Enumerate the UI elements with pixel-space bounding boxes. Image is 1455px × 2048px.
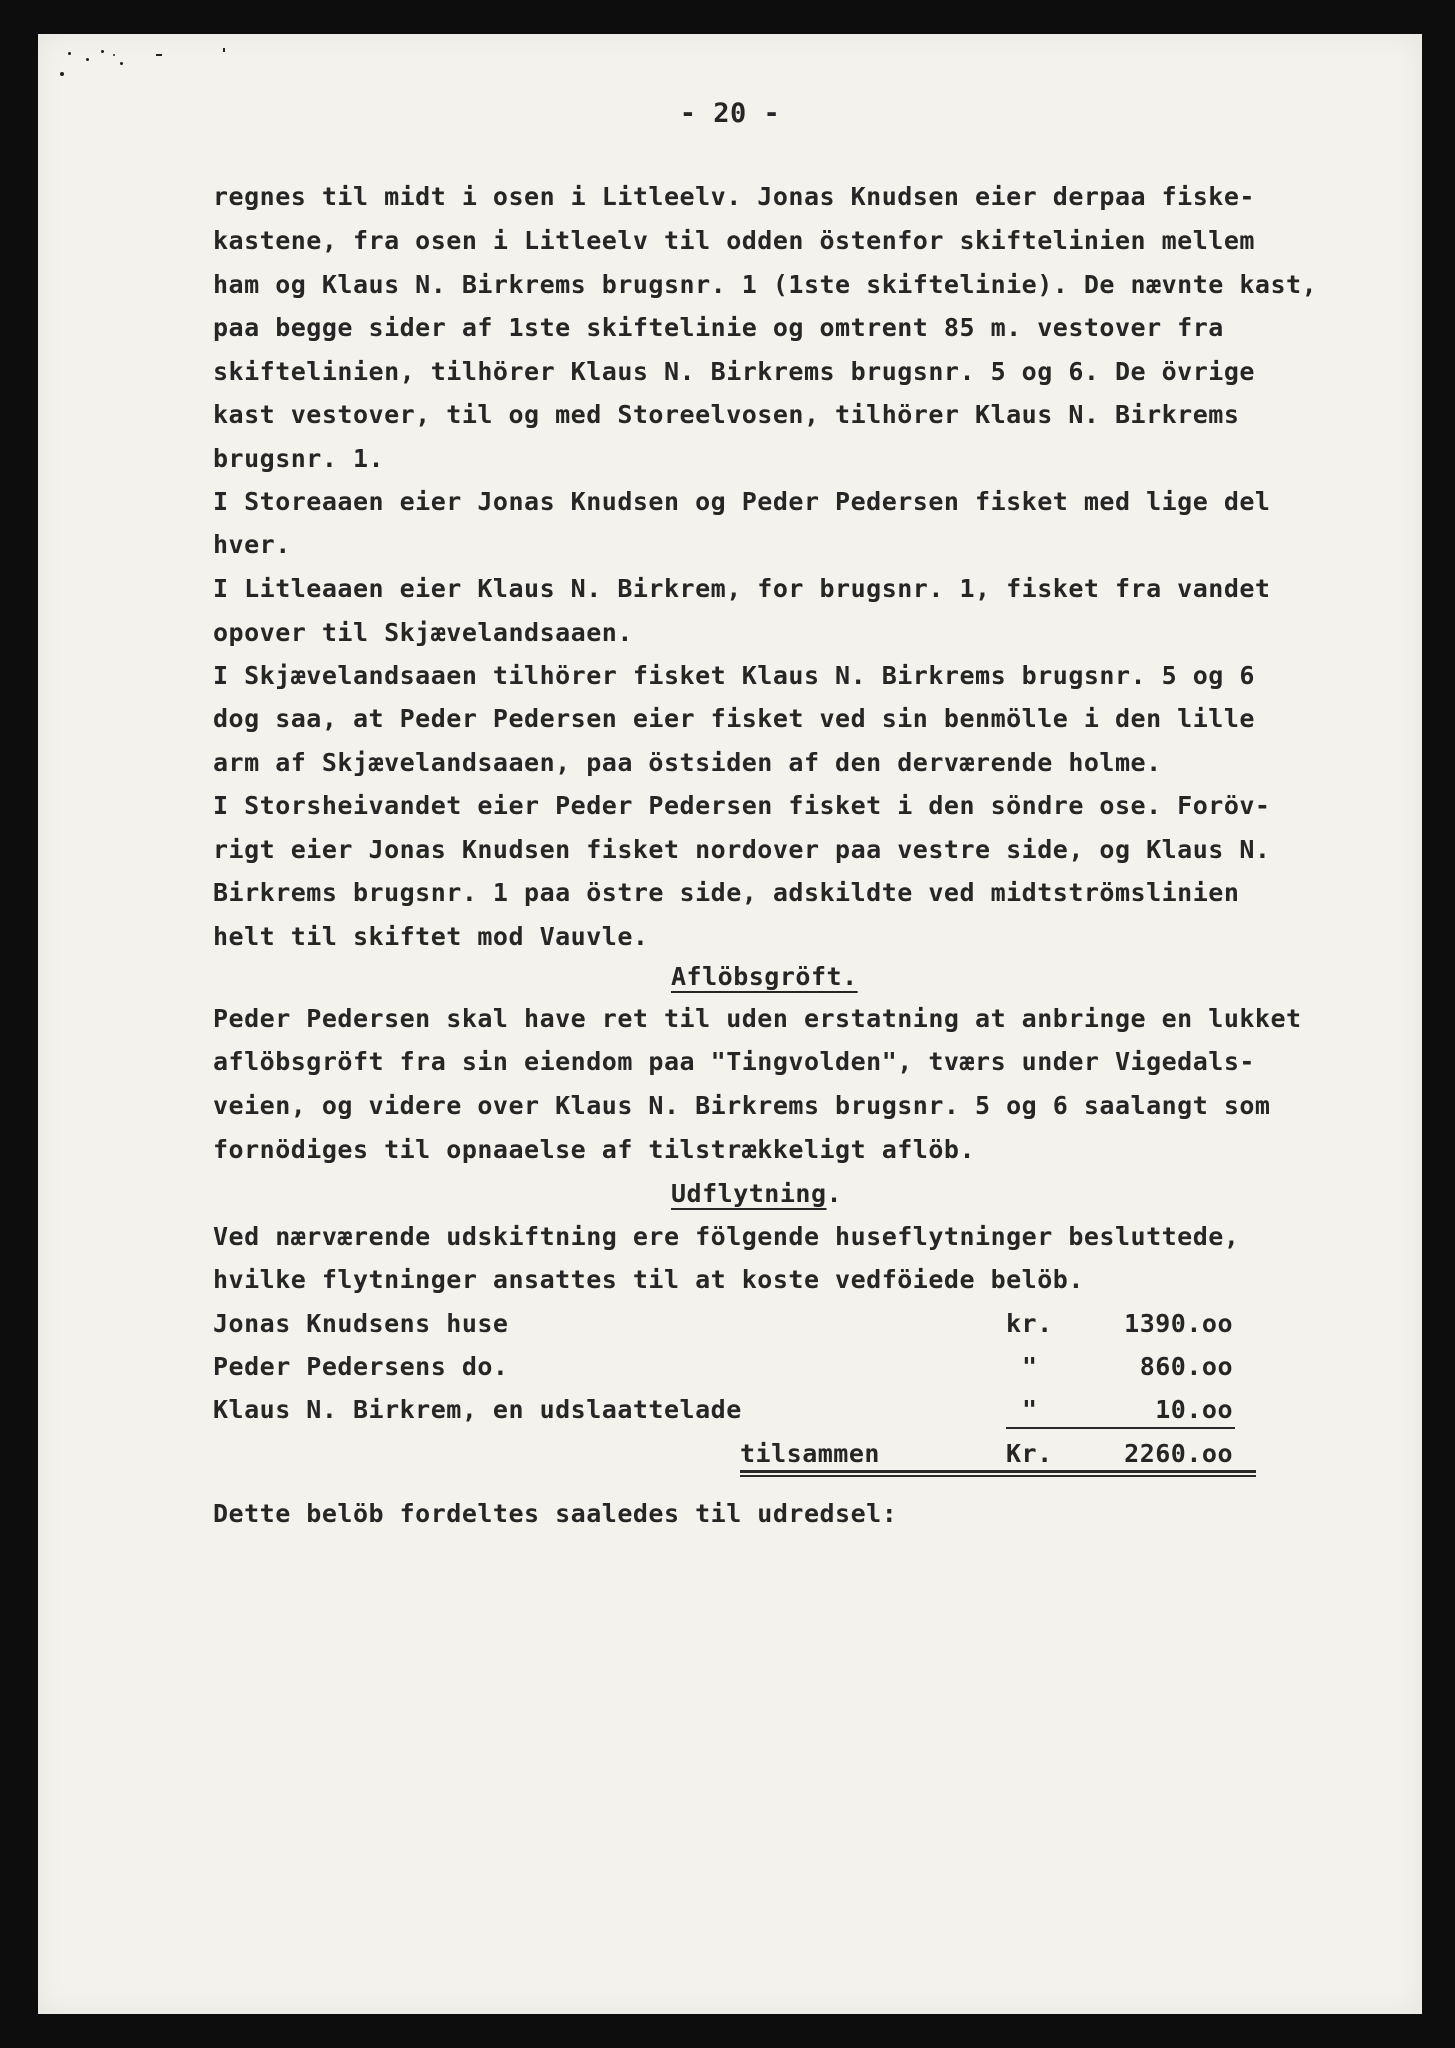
text-line: hver.	[213, 530, 291, 559]
text-line: I Litleaaen eier Klaus N. Birkrem, for brugsnr. 1, fisket fra vandet	[213, 574, 1271, 603]
cost-label: Klaus N. Birkrem, en udslaattelade	[213, 1395, 742, 1424]
text-line: rigt eier Jonas Knudsen fisket nordover paa vestre side, og Klaus N.	[213, 835, 1271, 864]
total-currency: Kr.	[1006, 1439, 1053, 1468]
cost-currency: "	[1022, 1352, 1038, 1381]
text-line: brugsnr. 1.	[213, 444, 385, 473]
cost-amount: 10.oo	[1155, 1395, 1233, 1424]
text-line: skiftelinien, tilhörer Klaus N. Birkrems brugsnr. 5 og 6. De övrige	[213, 357, 1255, 386]
cost-amount: 1390.oo	[1124, 1309, 1233, 1338]
heading-udflytning: Udflytning	[671, 1179, 827, 1208]
closing-line: Dette belöb fordeltes saaledes til udredsel:	[213, 1499, 898, 1528]
text-line: aflöbsgröft fra sin eiendom paa "Tingvolden", tværs under Vigedals-	[213, 1047, 1255, 1076]
page-number: - 20 -	[679, 98, 781, 129]
text-line: kastene, fra osen i Litleelv til odden östenfor skiftelinien mellem	[213, 226, 1255, 255]
text-line: Peder Pedersen skal have ret til uden erstatning at anbringe en lukket	[213, 1004, 1302, 1033]
cost-amount: 860.oo	[1139, 1352, 1233, 1381]
cost-label: Jonas Knudsens huse	[213, 1309, 509, 1338]
text-line: arm af Skjævelandsaaen, paa östsiden af den derværende holme.	[213, 748, 1162, 777]
subtotal-rule	[1006, 1427, 1235, 1429]
text-line: helt til skiftet mod Vauvle.	[213, 922, 649, 951]
cost-currency: kr.	[1006, 1309, 1053, 1338]
document-page	[38, 34, 1422, 2014]
heading-udflytning-wrap	[671, 1179, 842, 1208]
text-line: hvilke flytninger ansattes til at koste vedföiede belöb.	[213, 1265, 1084, 1294]
text-line: Birkrems brugsnr. 1 paa östre side, adskildte ved midtströmslinien	[213, 878, 1240, 907]
text-line: kast vestover, til og med Storeelvosen, tilhörer Klaus N. Birkrems	[213, 400, 1240, 429]
text-line: fornödiges til opnaaelse af tilstrækkeligt aflöb.	[213, 1135, 976, 1164]
text-line: regnes til midt i osen i Litleelv. Jonas Knudsen eier derpaa fiske-	[213, 182, 1255, 211]
total-label: tilsammen	[740, 1439, 880, 1468]
text-line: ham og Klaus N. Birkrems brugsnr. 1 (1ste skiftelinie). De nævnte kast,	[213, 270, 1318, 299]
cost-label: Peder Pedersens do.	[213, 1352, 509, 1381]
text-line: paa begge sider af 1ste skiftelinie og omtrent 85 m. vestover fra	[213, 313, 1224, 342]
text-line: veien, og videre over Klaus N. Birkrems brugsnr. 5 og 6 saalangt som	[213, 1091, 1271, 1120]
total-rule-double	[740, 1475, 1256, 1477]
total-rule	[740, 1470, 1256, 1473]
cost-currency: "	[1022, 1395, 1038, 1424]
text-line: Ved nærværende udskiftning ere fölgende huseflytninger besluttede,	[213, 1222, 1240, 1251]
text-line: opover til Skjævelandsaaen.	[213, 618, 633, 647]
heading-aflobsgroft: Aflöbsgröft.	[671, 962, 858, 991]
heading-suffix: .	[826, 1179, 843, 1208]
text-line: dog saa, at Peder Pedersen eier fisket ved sin benmölle i den lille	[213, 704, 1255, 733]
text-line: I Skjævelandsaaen tilhörer fisket Klaus N. Birkrems brugsnr. 5 og 6	[213, 661, 1255, 690]
text-line: I Storeaaen eier Jonas Knudsen og Peder Pedersen fisket med lige del	[213, 487, 1271, 516]
total-amount: 2260.oo	[1124, 1439, 1233, 1468]
text-line: I Storsheivandet eier Peder Pedersen fisket i den söndre ose. Foröv-	[213, 791, 1271, 820]
